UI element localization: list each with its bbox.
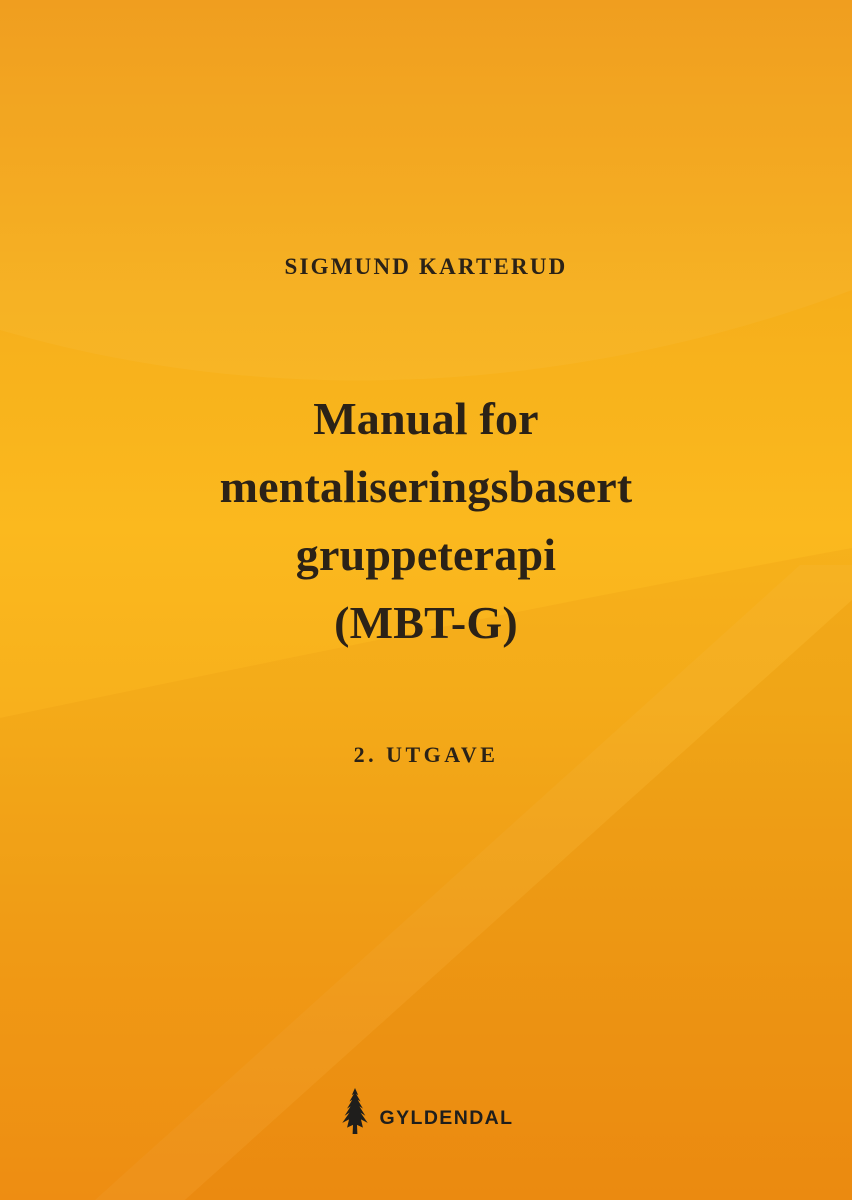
publisher-logo xyxy=(0,1088,852,1134)
spruce-tree-icon xyxy=(339,1088,371,1134)
title-line-1: Manual for xyxy=(313,393,539,444)
author-name: SIGMUND KARTERUD xyxy=(284,254,568,279)
title-line-3: gruppeterapi xyxy=(295,529,557,580)
top-sheen-swoosh xyxy=(0,0,852,380)
book-title xyxy=(0,385,852,657)
title-line-2: mentaliseringsbasert xyxy=(219,461,633,512)
edition-label: 2. UTGAVE xyxy=(353,742,499,767)
title-line-4: (MBT-G) xyxy=(334,597,518,648)
publisher-name: GYLDENDAL xyxy=(379,1107,514,1129)
